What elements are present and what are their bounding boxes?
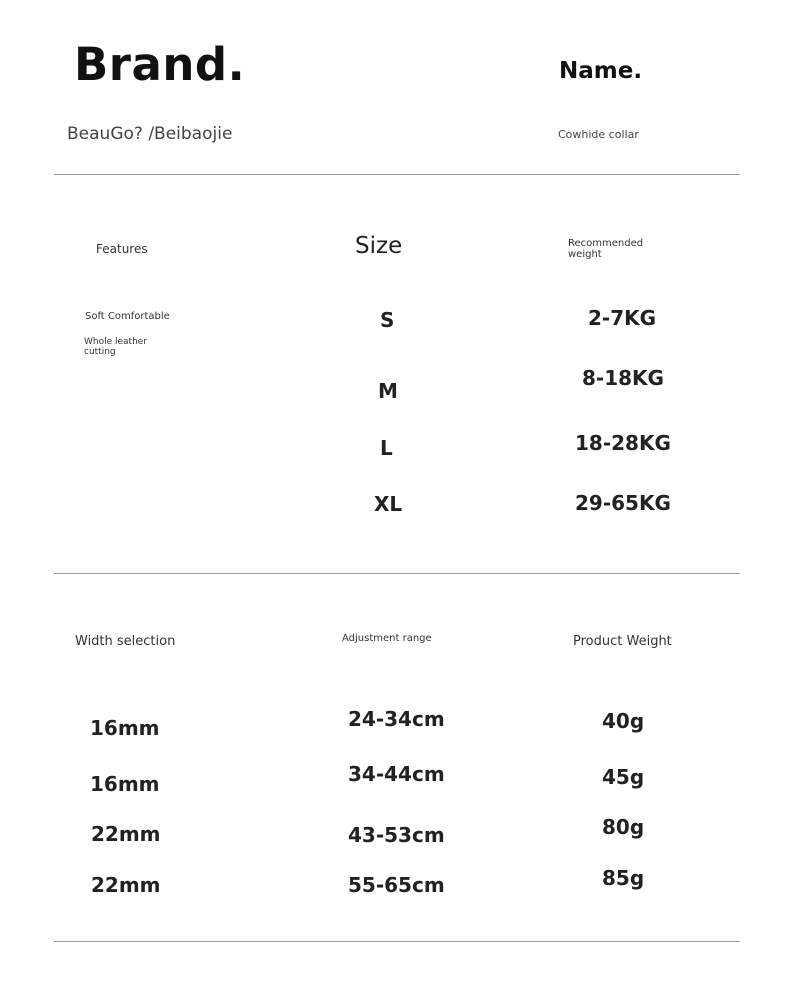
- weight-value: 2-7KG: [588, 306, 657, 330]
- features-label: Features: [96, 242, 148, 256]
- name-title: Name.: [559, 58, 643, 84]
- weight-value: 18-28KG: [575, 431, 671, 455]
- product-weight-value: 85g: [602, 866, 645, 890]
- weight-value: 29-65KG: [575, 491, 671, 515]
- range-value: 34-44cm: [348, 762, 445, 786]
- product-weight-value: 45g: [602, 765, 645, 789]
- product-weight-value: 80g: [602, 815, 645, 839]
- adjustment-range-label: Adjustment range: [342, 633, 432, 644]
- weight-value: 8-18KG: [582, 366, 664, 390]
- width-value: 22mm: [91, 873, 161, 897]
- size-value: M: [378, 379, 398, 403]
- recommended-weight-label: Recommended weight: [568, 238, 644, 260]
- range-value: 55-65cm: [348, 873, 445, 897]
- range-value: 24-34cm: [348, 707, 445, 731]
- brand-value: BeauGo? /Beibaojie: [67, 124, 233, 144]
- size-value: S: [380, 308, 395, 332]
- feature-item: Soft Comfortable: [85, 311, 170, 322]
- divider-bottom: [54, 941, 740, 942]
- range-value: 43-53cm: [348, 823, 445, 847]
- name-value: Cowhide collar: [558, 128, 639, 141]
- product-weight-label: Product Weight: [573, 634, 672, 649]
- feature-item: Whole leather cutting: [84, 337, 148, 357]
- width-value: 16mm: [90, 772, 160, 796]
- product-weight-value: 40g: [602, 709, 645, 733]
- width-value: 22mm: [91, 822, 161, 846]
- brand-title: Brand.: [74, 38, 246, 91]
- width-selection-label: Width selection: [75, 634, 176, 649]
- divider-top: [54, 174, 740, 175]
- size-value: XL: [374, 492, 403, 516]
- size-label: Size: [355, 233, 403, 259]
- width-value: 16mm: [90, 716, 160, 740]
- divider-middle: [54, 573, 740, 574]
- size-value: L: [380, 436, 393, 460]
